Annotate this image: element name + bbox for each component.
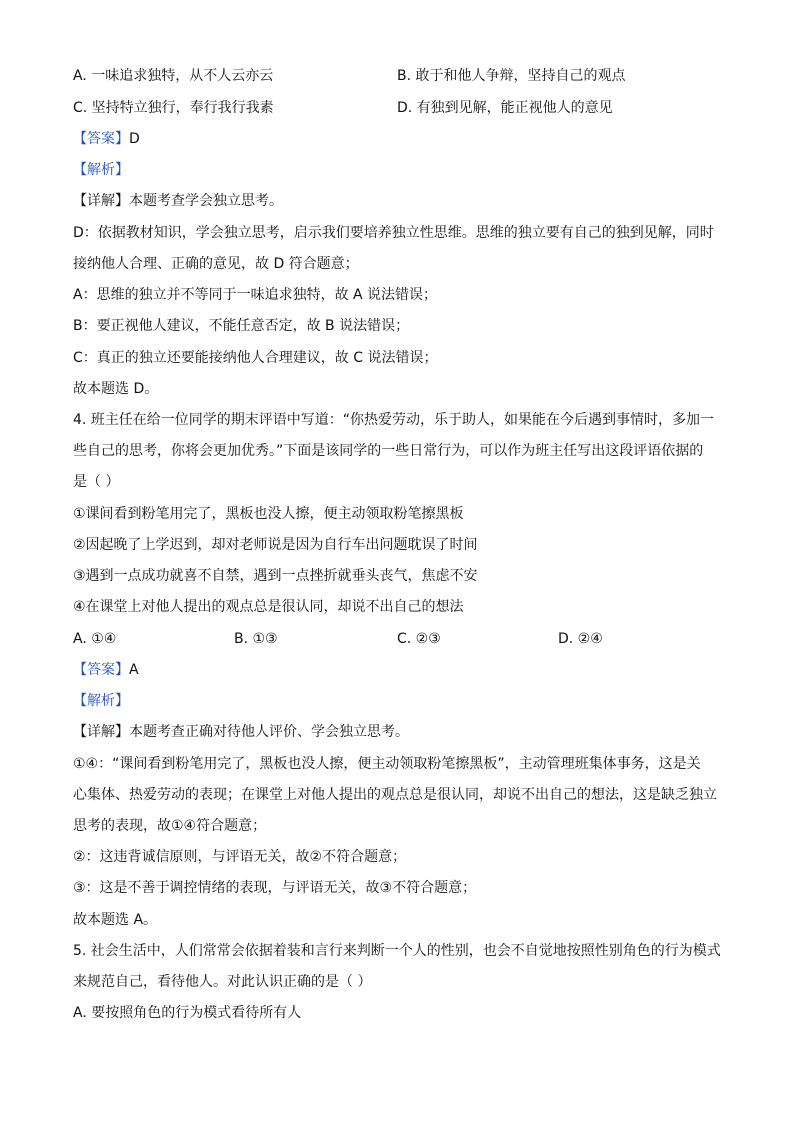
detail-text: 本题考查正确对待他人评价、学会独立思考。	[129, 724, 409, 740]
q3-option-c: C. 坚持特立独行，奉行我行我素	[73, 100, 274, 116]
q4-detail	[73, 722, 409, 742]
q3-line-a: A：思维的独立并不等同于一味追求独特，故 A 说法错误；	[73, 287, 438, 303]
q4-answer	[73, 660, 139, 680]
q4-stem-line-3: 是（ ）	[73, 474, 120, 490]
q4-conclusion: 故本题选 A。	[73, 912, 158, 928]
q4-option-b: B. ①③	[234, 631, 278, 647]
q3-answer	[73, 129, 140, 149]
analysis-tag: 【解析】	[73, 162, 129, 178]
q4-line-3: 思考的表现，故①④符合题意；	[73, 818, 267, 834]
q4-line-2: 心集体、热爱劳动的表现；在课堂上对他人提出的观点总是很认同，却说不出自己的想法，这是缺乏独立	[73, 787, 717, 803]
answer-tag: 【答案】	[73, 662, 129, 678]
q4-line-5: ③：这是不善于调控情绪的表现，与评语无关，故③不符合题意；	[73, 880, 477, 896]
q4-item-1: ①课间看到粉笔用完了，黑板也没人擦，便主动领取粉笔擦黑板	[73, 506, 464, 522]
q3-detail	[73, 191, 283, 211]
q4-item-3: ③遇到一点成功就喜不自禁，遇到一点挫折就垂头丧气，焦虑不安	[73, 568, 478, 584]
q5-option-a: A. 要按照角色的行为模式看待所有人	[73, 1005, 302, 1021]
q3-option-a: A. 一味追求独特，从不人云亦云	[73, 68, 274, 84]
q5-stem-line-1: 5. 社会生活中，人们常常会依据着装和言行来判断一个人的性别，也会不自觉地按照性别角色的行为模式	[73, 943, 721, 959]
q4-option-c: C. ②③	[397, 631, 441, 647]
q3-option-d: D. 有独到见解，能正视他人的意见	[397, 100, 613, 116]
q4-item-4: ④在课堂上对他人提出的观点总是很认同，却说不出自己的想法	[73, 599, 464, 615]
q3-option-b: B. 敢于和他人争辩，坚持自己的观点	[397, 68, 626, 84]
answer-value: A	[129, 662, 139, 678]
q3-analysis	[73, 160, 129, 180]
q4-analysis	[73, 691, 129, 711]
q5-stem-line-2: 来规范自己，看待他人。对此认识正确的是（ ）	[73, 974, 372, 990]
answer-tag: 【答案】	[73, 131, 129, 147]
q4-option-a: A. ①④	[73, 631, 117, 647]
detail-tag: 【详解】	[73, 193, 129, 209]
q4-item-2: ②因起晚了上学迟到，却对老师说是因为自行车出问题耽误了时间	[73, 537, 478, 553]
q4-line-4: ②：这违背诚信原则，与评语无关，故②不符合题意；	[73, 849, 407, 865]
analysis-tag: 【解析】	[73, 693, 129, 709]
q4-option-d: D. ②④	[558, 631, 603, 647]
q4-stem-line-1: 4. 班主任在给一位同学的期末评语中写道：“你热爱劳动，乐于助人，如果能在今后遇到事情时，多加一	[73, 412, 715, 428]
answer-value: D	[129, 131, 140, 147]
q3-line-d-cont: 接纳他人合理、正确的意见，故 D 符合题意；	[73, 256, 359, 272]
q3-conclusion: 故本题选 D。	[73, 381, 159, 397]
q3-line-b: B：要正视他人建议，不能任意否定，故 B 说法错误；	[73, 318, 410, 334]
detail-text: 本题考查学会独立思考。	[129, 193, 283, 209]
q4-stem-line-2: 些自己的思考，你将会更加优秀。”下面是该同学的一些日常行为，可以作为班主任写出这段评语依据的	[73, 443, 704, 459]
q3-line-c: C：真正的独立还要能接纳他人合理建议，故 C 说法错误；	[73, 350, 438, 366]
q3-line-d: D：依据教材知识，学会独立思考，启示我们要培养独立性思维。思维的独立要有自己的独到见解，同时	[73, 225, 714, 241]
detail-tag: 【详解】	[73, 724, 129, 740]
q4-line-1: ①④：“课间看到粉笔用完了，黑板也没人擦，便主动领取粉笔擦黑板”，主动管理班集体事务，这是关	[73, 756, 701, 772]
